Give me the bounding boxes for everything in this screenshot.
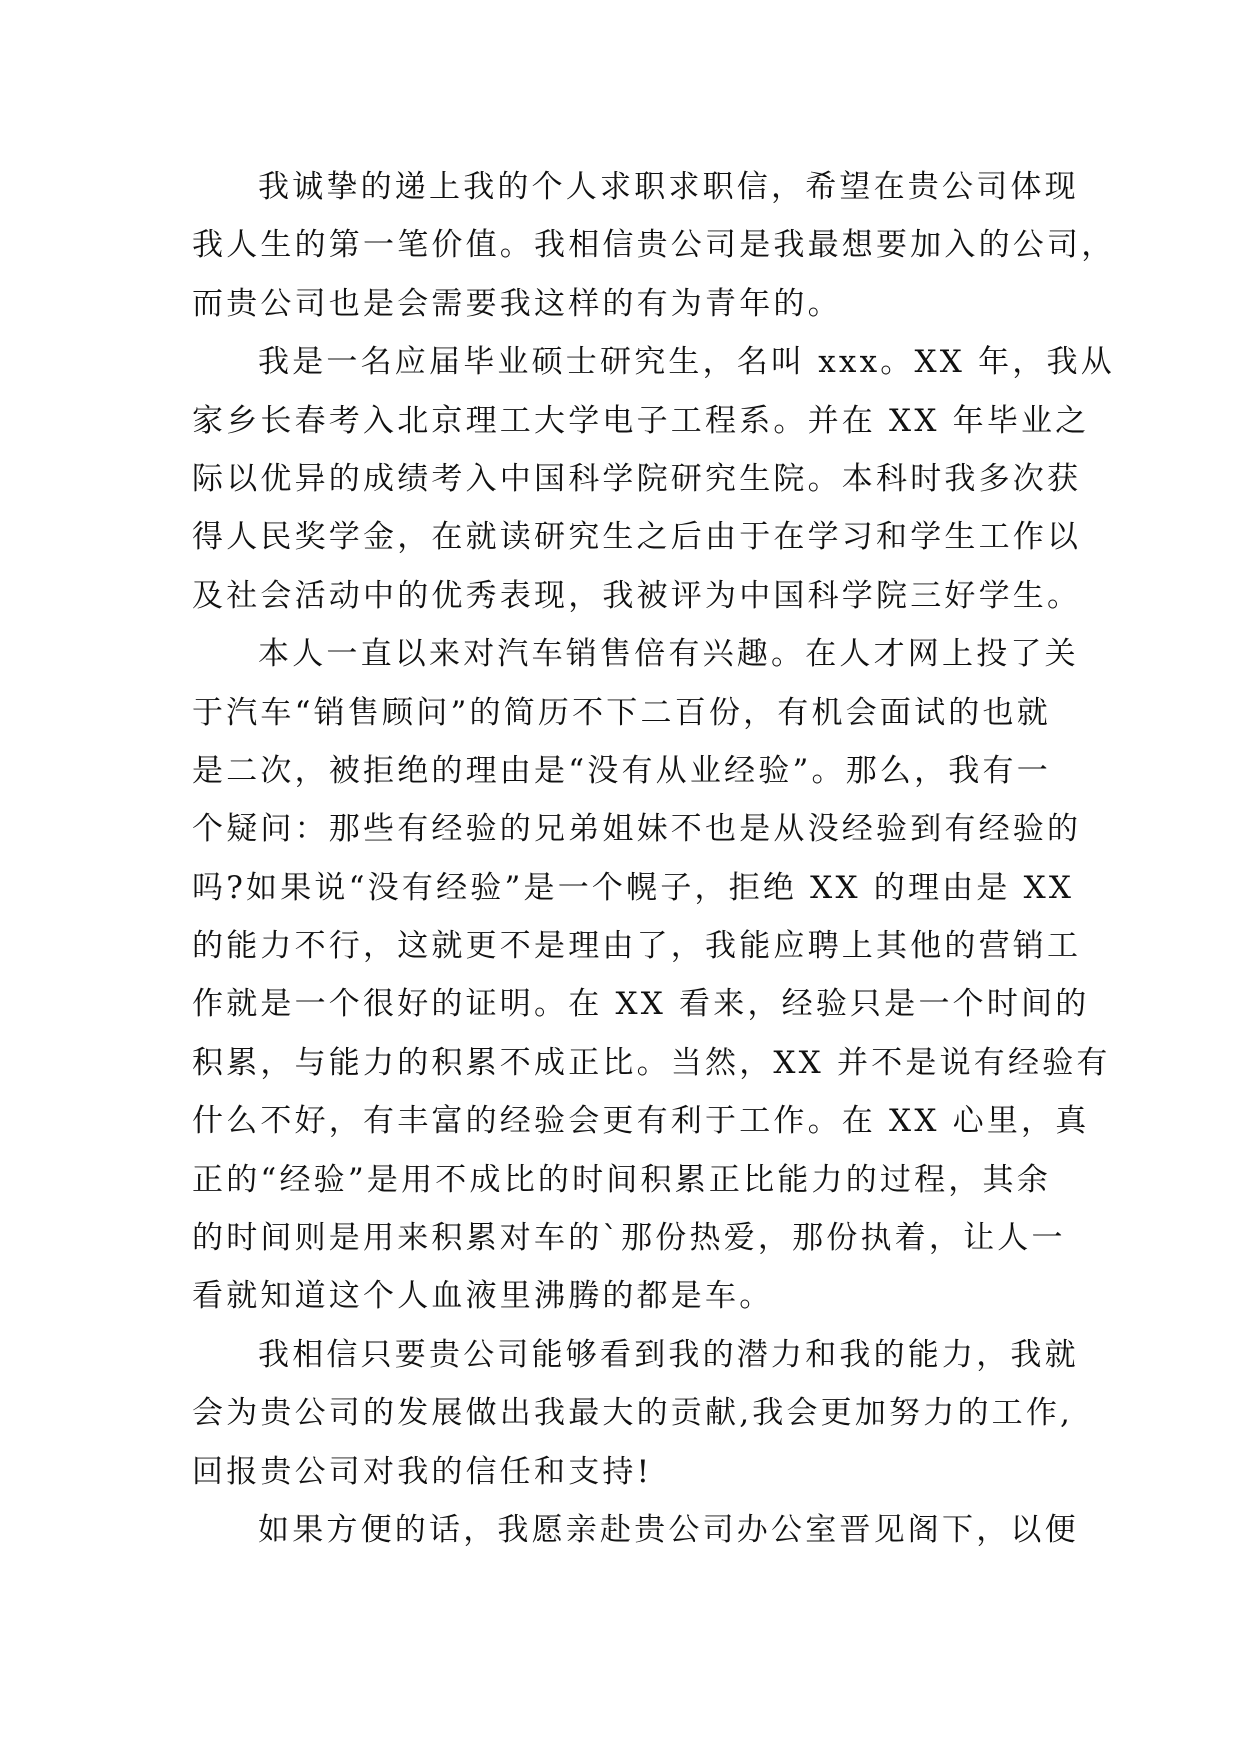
text-line: 吗?如果说“没有经验”是一个幌子，拒绝 XX 的理由是 XX bbox=[192, 869, 1075, 906]
text-line: 及社会活动中的优秀表现，我被评为中国科学院三好学生。 bbox=[192, 577, 1082, 614]
text-line: 我是一名应届毕业硕士研究生，名叫 xxx。XX 年，我从 bbox=[258, 344, 1115, 381]
text-line: 我诚挚的递上我的个人求职求职信，希望在贵公司体现 bbox=[258, 169, 1079, 205]
text-line: 个疑问：那些有经验的兄弟姐妹不也是从没经验到有经验的 bbox=[192, 811, 1082, 848]
text-line: 会为贵公司的发展做出我最大的贡献,我会更加努力的工作, bbox=[192, 1395, 1074, 1432]
text-line: 的能力不行，这就更不是理由了，我能应聘上其他的营销工 bbox=[192, 928, 1082, 965]
text-line: 本人一直以来对汽车销售倍有兴趣。在人才网上投了关 bbox=[258, 636, 1079, 673]
text-line: 的时间则是用来积累对车的`那份热爱，那份执着，让人一 bbox=[192, 1220, 1066, 1257]
text-line: 作就是一个很好的证明。在 XX 看来，经验只是一个时间的 bbox=[192, 986, 1090, 1023]
paragraph bbox=[192, 1326, 1079, 1501]
text-line: 积累，与能力的积累不成正比。当然，XX 并不是说有经验有 bbox=[192, 1044, 1111, 1081]
text-line: 什么不好，有丰富的经验会更有利于工作。在 XX 心里，真 bbox=[192, 1103, 1090, 1140]
text-line: 我相信只要贵公司能够看到我的潜力和我的能力，我就 bbox=[258, 1336, 1079, 1373]
paragraph bbox=[192, 158, 1116, 333]
paragraph bbox=[192, 1501, 1079, 1559]
text-line: 而贵公司也是会需要我这样的有为青年的。 bbox=[192, 285, 842, 322]
text-line: 际以优异的成绩考入中国科学院研究生院。本科时我多次获 bbox=[192, 460, 1082, 497]
text-line: 看就知道这个人血液里沸腾的都是车。 bbox=[192, 1278, 774, 1315]
text-line: 是二次，被拒绝的理由是“没有从业经验”。那么，我有一 bbox=[192, 752, 1051, 789]
text-line: 得人民奖学金，在就读研究生之后由于在学习和学生工作以 bbox=[192, 519, 1082, 556]
text-line: 回报贵公司对我的信任和支持! bbox=[192, 1453, 653, 1490]
text-line: 如果方便的话，我愿亲赴贵公司办公室晋见阁下，以便 bbox=[258, 1511, 1079, 1548]
text-line: 我人生的第一笔价值。我相信贵公司是我最想要加入的公司， bbox=[192, 227, 1116, 264]
document-body bbox=[192, 158, 1116, 1559]
text-line: 家乡长春考入北京理工大学电子工程系。并在 XX 年毕业之 bbox=[192, 402, 1090, 439]
paragraph bbox=[192, 625, 1111, 1326]
text-line: 正的“经验”是用不成比的时间积累正比能力的过程，其余 bbox=[192, 1161, 1051, 1198]
text-line: 于汽车“销售顾问”的简历不下二百份，有机会面试的也就 bbox=[192, 694, 1051, 731]
paragraph bbox=[192, 333, 1115, 625]
